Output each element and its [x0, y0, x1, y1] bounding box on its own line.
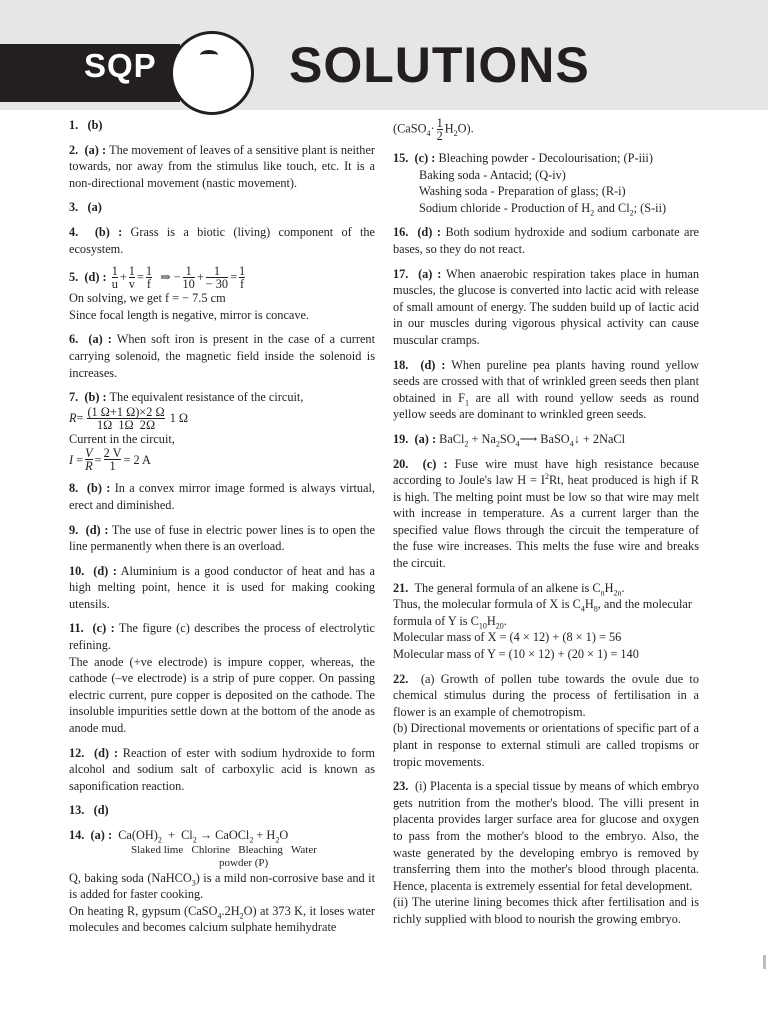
answer-text: Molecular mass of X = (4 × 12) + (8 × 1) = 56 [393, 630, 622, 645]
text-segment: and Cl [594, 200, 630, 215]
subscript: 4 [217, 911, 222, 921]
answer-text: Aluminium is a good conductor of heat and has a high melting point, hence it is used for making cooking utensils. [69, 563, 375, 611]
logo-arc-icon [200, 50, 218, 60]
answer-number: 2. [69, 142, 79, 157]
answer-23 [393, 778, 699, 927]
answer-number: 10. [69, 563, 85, 578]
page-header [0, 0, 768, 110]
separator: : [437, 266, 442, 281]
match-line: Baking soda - Antacid; (Q-iv) [419, 167, 566, 182]
answer-7 [69, 389, 375, 472]
fraction [239, 265, 245, 290]
superscript: 2 [544, 472, 549, 481]
answer-text: When pureline pea plants having round yellow seeds are crossed with that of wrinkled green seeds then plant obtained in F [393, 357, 699, 405]
answer-number: 8. [69, 481, 79, 496]
lens-equation [69, 265, 375, 290]
answer-6 [69, 331, 375, 381]
fraction [183, 265, 195, 290]
answer-5 [69, 265, 375, 323]
answer-2 [69, 142, 375, 192]
answer-option: (a) [414, 431, 429, 446]
formula: O [279, 828, 289, 842]
label: Slaked lime [131, 843, 184, 856]
answer-4 [69, 224, 375, 257]
fraction [85, 447, 93, 472]
fraction [112, 265, 118, 290]
answer-number: 16. [393, 225, 409, 240]
subscript: 10 [478, 621, 487, 631]
answer-21 [393, 580, 699, 663]
answer-text: (ii) The uterine lining becomes thick after fertilisation and is richly supplied with blood to nourish the growing embryo. [393, 895, 699, 926]
answer-option: (c) [92, 621, 107, 636]
sqp-badge: SQP [84, 47, 157, 84]
operator: − [173, 270, 181, 285]
answer-number: 5. [69, 270, 79, 285]
text-segment: . [621, 580, 625, 595]
answer-number: 22. [393, 671, 409, 686]
answer-number: 14. [69, 828, 85, 842]
result: = 2 A [123, 452, 151, 467]
subscript: 2 [464, 439, 469, 449]
answer-text: On solving, we get f = − 7.5 cm [69, 291, 226, 306]
text-segment: The general formula of an alkene is C [414, 580, 601, 595]
text-segment: Q, baking soda (NaHCO [69, 870, 192, 885]
formula: H [444, 121, 454, 136]
answer-11 [69, 620, 375, 736]
answer-text: Grass is a biotic (living) component of the ecosystem. [69, 224, 376, 256]
answer-option: (b) [86, 481, 102, 496]
answer-text [69, 870, 375, 903]
fraction [146, 265, 152, 290]
answer-text: Reaction of ester with sodium hydroxide to form alcohol and sodium salt of carboxylic acid is known as saponification reaction. [69, 745, 375, 793]
text-segment: , and the molecular formula of Y is C [393, 597, 692, 628]
subscript: 2 [192, 835, 197, 845]
text-segment: H [604, 580, 614, 595]
answer-number: 12. [69, 745, 85, 760]
label: Water [290, 843, 317, 856]
denominator: 1 [104, 459, 122, 472]
separator: : [110, 621, 115, 636]
operator: = [76, 452, 84, 467]
text-segment: H [584, 597, 594, 612]
answer-option: (a) [87, 200, 102, 215]
subscript: 4 [515, 439, 520, 449]
formula: O). [457, 121, 474, 136]
separator: : [107, 828, 113, 842]
answer-text: (b) Directional movements or orientations of specific part of a plant in response to external stimuli are called tropisms or tropic movements. [393, 721, 699, 769]
answer-text: The use of fuse in electric power lines is to open the line permanently when there is an overload. [69, 522, 375, 554]
answer-text: The equivalent resistance of the circuit, [109, 390, 304, 405]
operator: = [136, 270, 144, 285]
formula: + H [256, 828, 276, 842]
answer-text: The anode (+ve electrode) is impure copper, whereas, the cathode (–ve electrode) is a strip of pure copper. On passing electric current, pure copper is deposited on the cathode. The insoluble impurities settle down at the bottom of the anode as anode mud. [69, 654, 375, 736]
answer-text: The movement of leaves of a sensitive plant is neither towards, nor away from the stimulus like touch, etc. It is a non-directional movement (nastic movement). [69, 142, 376, 190]
arrow-icon: → [199, 828, 213, 842]
operator: = [76, 410, 84, 425]
formula: (CaSO [393, 121, 427, 136]
resistance-equation [69, 406, 375, 431]
reaction-labels [69, 844, 375, 857]
numerator: (1 Ω+1 Ω)×2 Ω [87, 404, 165, 419]
answer-text: (a) Growth of pollen tube towards the ovule due to chemical stimulus during the process of fertilisation in a flower is an example of chemotropism. [393, 671, 699, 719]
operator: + [196, 270, 204, 285]
subscript: 2 [249, 835, 254, 845]
answer-text: Both sodium hydroxide and sodium carbonate are bases, so they do not react. [393, 225, 700, 256]
formula: BaSO [537, 431, 570, 446]
answer-14 [69, 827, 375, 936]
operator: + [119, 270, 127, 285]
subscript: 2 [495, 439, 500, 449]
answer-10 [69, 563, 375, 613]
separator: : [107, 332, 112, 347]
formula: BaCl [439, 431, 465, 446]
answer-text: Current in the circuit, [69, 431, 175, 446]
answer-13 [69, 802, 375, 819]
answer-text: Fuse wire must have high resistance because according to Joule's law H = I [393, 456, 699, 488]
answer-3 [69, 199, 375, 216]
denominator: 1Ω 1Ω 2Ω [87, 418, 164, 431]
formula: Cl [181, 828, 193, 842]
numerator: 1 [111, 264, 118, 279]
answer-8 [69, 480, 375, 513]
answer-17 [393, 266, 699, 349]
numerator: 1 [239, 264, 246, 279]
text-segment: .2H [221, 903, 240, 918]
answer-text: Molecular mass of Y = (10 × 12) + (20 × 1) = 140 [393, 647, 639, 662]
formula: + Na [468, 431, 496, 446]
answer-text: When anaerobic respiration takes place in human muscles, the glucose is converted into lactic acid with release of small amount of energy. The sudden build up of lactic acid in our muscles during vigorous physical activity can cause muscular cramps. [393, 266, 699, 347]
numerator: 1 [128, 264, 135, 279]
separator: : [102, 390, 107, 405]
separator: : [431, 151, 436, 165]
formula: Ca(OH) [118, 828, 158, 842]
operator: · [430, 121, 435, 136]
answer-number: 4. [69, 224, 79, 239]
answer-number: 6. [69, 332, 79, 347]
answer-option: (d) [93, 803, 109, 818]
subscript: 4 [569, 439, 574, 449]
answer-option: (a) [418, 266, 433, 281]
subscript: 2 [157, 835, 162, 845]
denominator: v [128, 277, 135, 292]
numerator: 1 [185, 264, 192, 279]
answer-number: 23. [393, 779, 409, 794]
subscript: 20 [495, 621, 504, 631]
answer-text: are all with round yellow seeds as round yellow seeds are dominant to wrinkled green seeds. [393, 390, 700, 422]
answer-number: 15. [393, 151, 409, 165]
answer-number: 20. [393, 456, 409, 471]
answer-20 [393, 456, 699, 572]
text-segment: On heating R, gypsum (CaSO [69, 903, 218, 918]
numerator: V [85, 446, 93, 461]
text-segment: Sodium chloride - Production of H [419, 200, 591, 215]
answer-option: (d) [85, 522, 101, 537]
separator: : [102, 142, 107, 157]
answer-9 [69, 522, 375, 555]
answer-option: (c) [422, 456, 437, 471]
reaction-equation [69, 827, 375, 844]
answer-text [393, 596, 699, 629]
answer-option: (b) [94, 224, 110, 239]
answer-number: 18. [393, 357, 409, 372]
answer-text: Rt, heat produced is high if R is high. The melting point must be low so that wire may melt with increase in temperature. As a current larger than the specified value flows through the circuit the temperature of the fuse wire increases. This melts the fuse wire and breaks the circuit. [393, 473, 699, 571]
fraction [104, 447, 122, 472]
numerator: 1 [436, 116, 443, 130]
operator: + [168, 828, 175, 842]
separator: : [112, 563, 117, 578]
answer-number: 1. [69, 118, 79, 132]
page-title: SOLUTIONS [289, 37, 590, 93]
answer-number: 13. [69, 803, 85, 818]
separator: : [106, 481, 111, 496]
answer-15 [393, 150, 699, 216]
right-column [393, 117, 699, 936]
text-segment: Thus, the molecular formula of X is C [393, 597, 581, 612]
denominator: f [240, 277, 245, 292]
subscript: 2 [453, 128, 458, 138]
answer-text: When soft iron is present in the case of a current carrying solenoid, the magnetic field inside the solenoid is increases. [69, 332, 375, 380]
answer-number: 19. [393, 431, 409, 446]
answer-19 [393, 431, 699, 448]
answer-option: (a) [84, 142, 99, 157]
answer-number: 17. [393, 266, 409, 281]
subscript: 4 [580, 604, 585, 614]
separator: : [113, 745, 118, 760]
denominator: u [111, 277, 118, 292]
operator: = [230, 270, 237, 285]
label: Bleaching [238, 843, 283, 856]
subscript: n [600, 588, 605, 598]
separator: : [431, 431, 437, 446]
label: Chlorine [191, 843, 230, 856]
separator: : [104, 522, 109, 537]
answer-option: (d) [420, 357, 436, 372]
answer-option: (c) [414, 151, 429, 165]
answer-22 [393, 671, 699, 771]
denominator: − 30 [205, 277, 229, 292]
formula: CaOCl [215, 828, 250, 842]
reaction-labels [69, 857, 375, 870]
answer-16 [393, 224, 699, 257]
answer-text [69, 903, 375, 936]
subscript: 3 [191, 878, 196, 888]
text-segment: ) is a mild non-corrosive base and it is added for faster cooking. [69, 870, 375, 902]
fraction [437, 117, 443, 142]
logo-circle-icon [170, 31, 254, 115]
text-segment: ; (S-ii) [633, 200, 667, 215]
symbol: R [69, 410, 77, 425]
numerator: 2 V [103, 446, 122, 461]
separator: : [441, 357, 446, 372]
answer-text: The figure (c) describes the process of electrolytic refining. [69, 621, 376, 653]
separator: : [436, 225, 441, 240]
subscript: 2 [590, 208, 595, 218]
answer-number: 3. [69, 200, 79, 215]
numerator: 1 [213, 264, 220, 279]
page-edge-mark [763, 955, 766, 969]
formula: ↓ + 2NaCl [573, 431, 626, 446]
answer-option: (b) [87, 118, 103, 132]
subscript: 2 [275, 835, 280, 845]
operator: = [94, 452, 102, 467]
answer-12 [69, 745, 375, 795]
current-equation [69, 447, 375, 472]
formula: SO [499, 431, 516, 446]
symbol: I [69, 452, 74, 467]
answer-option: (d) [417, 225, 433, 240]
separator: : [102, 270, 107, 285]
subscript: 1 [465, 398, 470, 408]
subscript: 2n [613, 588, 622, 598]
match-line [393, 200, 699, 217]
label: powder (P) [219, 856, 269, 869]
result: 1 Ω [169, 410, 189, 425]
subscript: 2 [239, 911, 244, 921]
answer-option: (d) [93, 563, 109, 578]
numerator: 1 [145, 264, 153, 279]
answer-number: 9. [69, 522, 79, 537]
text-segment: H [486, 613, 496, 628]
answer-number: 11. [69, 621, 84, 636]
answer-text: Since focal length is negative, mirror is concave. [69, 307, 310, 322]
answer-option: (a) [90, 828, 105, 842]
answer-number: 7. [69, 390, 79, 405]
denominator: f [146, 277, 151, 292]
answer-option: (d) [94, 745, 110, 760]
answer-option: (a) [88, 332, 103, 347]
fraction [206, 265, 228, 290]
arrow-icon: ⟶ [519, 431, 538, 446]
text-segment: . [503, 613, 507, 628]
implies-icon: ⇒ [160, 270, 171, 285]
denominator: 10 [182, 277, 195, 292]
answer-option: (d) [84, 270, 100, 285]
separator: : [443, 456, 448, 471]
denominator: 2 [436, 129, 443, 143]
answer-18 [393, 357, 699, 423]
left-column [69, 117, 375, 936]
subscript: 2 [629, 208, 634, 218]
answer-1 [69, 117, 375, 134]
answer-option: (b) [84, 390, 100, 405]
answer-text: (i) Placenta is a special tissue by means of which embryo gets nutrition from the mother's blood. The villi present in placenta provides larger surface area for glucose and oxygen to pass from the mother's blood to the embryo. Also, the waste generated by the developing embryo is removed by transferring them into the mother's blood through placenta. Hence, placenta is extremely essential for fetal development. [393, 779, 699, 893]
text-segment: O) at 373 K, it loses water molecules and becomes calcium sulphate hemihydrate [69, 903, 375, 935]
fraction [129, 265, 135, 290]
answer-14-continued [393, 117, 699, 142]
subscript: 4 [426, 128, 431, 138]
subscript: 8 [593, 604, 598, 614]
match-line: Bleaching powder - Decolourisation; (P-iii) [438, 151, 653, 165]
answer-text: In a convex mirror image formed is always virtual, erect and diminished. [69, 481, 375, 512]
fraction [87, 406, 164, 431]
match-line: Washing soda - Preparation of glass; (R-i) [419, 184, 626, 199]
separator: : [118, 224, 123, 239]
answer-number: 21. [393, 580, 409, 595]
denominator: R [85, 459, 93, 474]
